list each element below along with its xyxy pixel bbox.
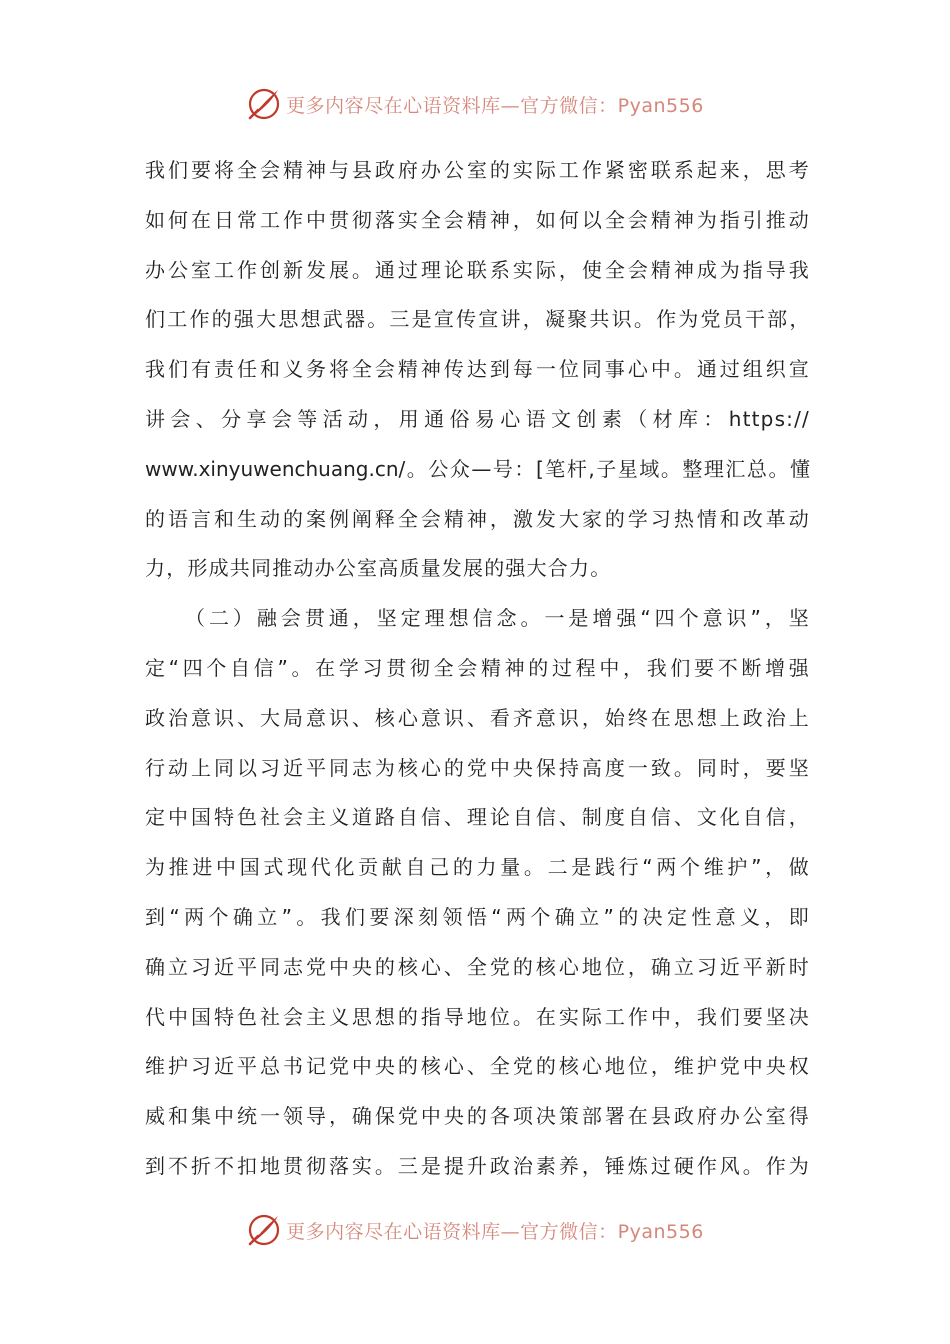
header-banner-text: 更多内容尽在心语资料库—官方微信：Pyan556: [286, 94, 704, 117]
body-line: 我们有责任和义务将全会精神传达到每一位同事心中。通过组织宣: [145, 357, 810, 382]
body-line: 维护习近平总书记党中央的核心、全党的核心地位，维护党中央权: [145, 1054, 810, 1079]
body-line: 们工作的强大思想武器。三是宣传宣讲，凝聚共识。作为党员干部，: [145, 307, 810, 332]
quill-logo-icon: [246, 1212, 282, 1248]
body-line: 政治意识、大局意识、核心意识、看齐意识，始终在思想上政治上: [145, 705, 810, 730]
footer-banner-text: 更多内容尽在心语资料库—官方微信：Pyan556: [286, 1220, 704, 1243]
body-line: 力，形成共同推动办公室高质量发展的强大合力。: [145, 556, 612, 581]
body-line: 行动上同以习近平同志为核心的党中央保持高度一致。同时，要坚: [145, 755, 810, 780]
body-line: 到不折不扣地贯彻落实。三是提升政治素养，锤炼过硬作风。作为: [145, 1153, 810, 1178]
footer-banner: [0, 1210, 950, 1250]
document-body: [145, 146, 810, 1192]
header-wechat-id: Pyan556: [617, 94, 704, 117]
body-line: 到“两个确立”。我们要深刻领悟“两个确立”的决定性意义，即: [145, 904, 810, 929]
body-line: 为推进中国式现代化贡献自己的力量。二是践行“两个维护”，做: [145, 855, 810, 880]
body-line: 确立习近平同志党中央的核心、全党的核心地位，确立习近平新时: [145, 954, 810, 979]
body-line: 我们要将全会精神与县政府办公室的实际工作紧密联系起来，思考: [145, 158, 810, 182]
body-line: 的语言和生动的案例阐释全会精神，激发大家的学习热情和改革动: [145, 506, 810, 531]
body-line: （二）融会贯通，坚定理想信念。一是增强“四个意识”，坚: [185, 606, 810, 631]
body-line: 代中国特色社会主义思想的指导地位。在实际工作中，我们要坚决: [145, 1004, 810, 1029]
body-line: 定“四个自信”。在学习贯彻全会精神的过程中，我们要不断增强: [145, 655, 810, 680]
body-line: 威和集中统一领导，确保党中央的各项决策部署在县政府办公室得: [145, 1104, 810, 1129]
body-line: 讲会、分享会等活动，用通俗易心语文创素（材库：https://: [145, 406, 810, 431]
body-line: www.xinyuwenchuang.cn/。公众—号：[笔杆,子星域。整理汇总。懂: [145, 456, 810, 481]
body-line: 办公室工作创新发展。通过理论联系实际，使全会精神成为指导我: [145, 257, 810, 282]
body-line: 定中国特色社会主义道路自信、理论自信、制度自信、文化自信，: [145, 805, 810, 830]
quill-logo-icon: [246, 86, 282, 122]
body-line: 如何在日常工作中贯彻落实全会精神，如何以全会精神为指引推动: [145, 207, 810, 232]
header-banner: [0, 84, 950, 124]
footer-wechat-id: Pyan556: [617, 1220, 704, 1243]
